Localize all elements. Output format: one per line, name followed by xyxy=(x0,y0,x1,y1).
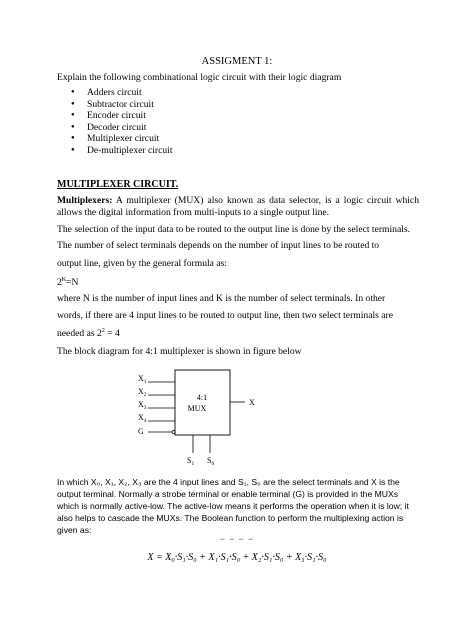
para-description: In which X₀, X₁, X₂, X₃ are the 4 input lines and S₁, S₀ are the select terminals and X is the output terminal. Normally a strobe terminal or enable terminal (G) is provided in the MUXs which is normally active-low. The active-low means it performs the operation when it is low; it also helps to cascade the MUXs. The Boolean function to perform the multiplexing action is given as: xyxy=(57,477,409,535)
mux-box-label: MUX xyxy=(187,404,207,413)
mux-box xyxy=(175,370,230,435)
select-label-s1: $S_1$ xyxy=(187,456,195,467)
general-formula xyxy=(57,277,78,289)
list-item: ● Adders circuit xyxy=(57,87,173,99)
input-label-x1: $X_1$ xyxy=(138,374,147,385)
page-title: ASSIGMENT 1: xyxy=(201,56,273,67)
output-label: X xyxy=(249,398,255,407)
para-block: The block diagram for 4:1 multiplexer is shown in figure below xyxy=(57,346,302,357)
intro-text: Explain the following combinational logic circuit with their logic diagram xyxy=(57,72,342,83)
para-number-line1: The number of select terminals depends on the number of input lines to be routed to xyxy=(57,240,380,251)
input-label-x2: $X_2$ xyxy=(138,387,147,398)
topic-list xyxy=(57,87,173,157)
mux-definition-label: Multiplexers: xyxy=(57,195,113,206)
formula-exponent: K xyxy=(61,276,67,283)
para-where-line1: where N is the number of input lines and K is the number of select terminals. In other xyxy=(57,293,386,304)
section-heading: MULTIPLEXER CIRCUIT. xyxy=(57,179,179,190)
list-item: ● De-multiplexer circuit xyxy=(57,145,173,157)
select-label-s0: $S_0$ xyxy=(207,456,215,467)
list-item: ● Decoder circuit xyxy=(57,122,173,134)
para-select: The selection of the input data to be routed to the output line is done by the select terminals. xyxy=(57,224,411,235)
mux-box-ratio: 4:1 xyxy=(196,393,208,402)
boolean-formula: X = X₀·S₁·S₀ + X₁·S₁·S₀ + X₂·S₁·S₀ + X₃·S₁·S₀ xyxy=(147,552,327,563)
para-where-line3: needed as $2^2 = 4$ xyxy=(57,327,120,339)
formula-rest: =N xyxy=(66,277,79,288)
input-label-x4: $X_4$ xyxy=(138,413,147,424)
mux-block-diagram xyxy=(130,365,280,470)
formula-base: 2 xyxy=(57,277,62,288)
formula-overbars: − − − − xyxy=(219,534,255,544)
strobe-bubble xyxy=(172,431,175,434)
mux-definition xyxy=(57,195,419,219)
list-item: ● Encoder circuit xyxy=(57,110,173,122)
para-where-line2: words, if there are 4 input lines to be routed to output line, then two select terminals are xyxy=(57,310,393,321)
para-number-line2: output line, given by the general formula as: xyxy=(57,258,227,269)
list-item: ● Subtractor circuit xyxy=(57,99,173,111)
input-label-x3: $X_3$ xyxy=(138,400,147,411)
mux-definition-text: A multiplexer (MUX) also known as data selector, is a logic circuit which allows the digital information from multi-inputs to a single output line. xyxy=(57,195,419,218)
list-item: ● Multiplexer circuit xyxy=(57,133,173,145)
strobe-label: G xyxy=(138,427,144,436)
